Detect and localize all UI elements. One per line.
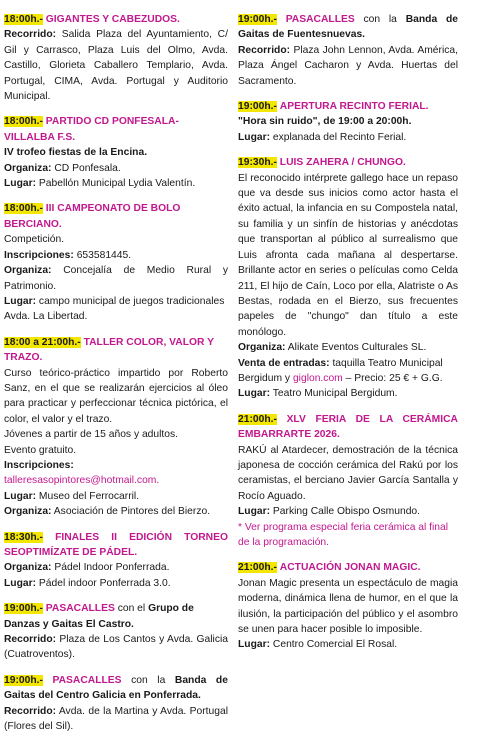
- lugar-text: Centro Comercial El Rosal.: [272, 639, 398, 651]
- lugar-text: Pádel indoor Ponferrada 3.0.: [38, 577, 171, 589]
- event-title-strong: Banda de Gaitas del Centro Galicia en Ponferrada.: [4, 674, 228, 702]
- event-body: El reconocido intérprete gallego hace un repaso que va desde sus inicios como actor hasta el éxito actual, la infancia en su Compostela natal, su familia y un sinfín de historias y anécdotas que transportan al público al surrealismo que Luis afronta cada mañana al despertarse. Brillante actor en series o películas como Celda 211, El hijo de Caín, Loco por ella, Alatriste o As Bestas, rodada en el Bierzo, sus frecuentes papeles de "chungo" dan título a este monólogo.: [238, 172, 458, 338]
- event-time: 18:00h.-: [4, 116, 43, 128]
- event-title-strong: Banda de Gaitas de Fuentesnuevas.: [238, 14, 458, 41]
- lugar-text: campo municipal de juegos tradicionales Avda. La Libertad.: [4, 295, 225, 323]
- recorrido-label: Recorrido:: [4, 705, 57, 717]
- event-title: III CAMPEONATO DE BOLO BERCIANO.: [4, 203, 181, 230]
- event-time: 18:00 a 21:00h.-: [4, 336, 81, 348]
- lugar-label: Lugar:: [4, 490, 37, 502]
- event-time: 19:00h.-: [4, 603, 43, 615]
- venta-price: – Precio: 25 € + G.G.: [345, 372, 443, 384]
- event-time: 21:00h.-: [238, 562, 277, 574]
- recorrido-label: Recorrido:: [238, 44, 291, 56]
- inscripciones-label: Inscripciones:: [4, 249, 74, 261]
- event-apertura-recinto: [238, 99, 458, 145]
- event-title: ACTUACIÓN JONAN MAGIC.: [279, 562, 421, 574]
- event-subtitle: IV trofeo fiestas de la Encina.: [4, 147, 148, 159]
- event-title: APERTURA RECINTO FERIAL.: [279, 101, 429, 113]
- recorrido-text: Avda. de la Martina y Avda. Portugal (Flores del Sil).: [4, 705, 228, 733]
- event-title: GIGANTES Y CABEZUDOS.: [45, 14, 180, 25]
- event-title: PASACALLES: [45, 603, 115, 615]
- event-title: XLV FERIA DE LA CERÁMICA EMBARRARTE 2026.: [238, 413, 458, 441]
- venta-text: taquilla Teatro Municipal Bergidum y: [238, 357, 443, 384]
- event-title-strong: Grupo de Danzas y Gaitas El Castro.: [4, 603, 194, 630]
- event-time: 19:00h.-: [4, 674, 43, 686]
- event-body: Curso teórico-práctico impartido por Roberto Sanz, en el que se realizarán ejercicios al óleo para practicar y perfeccionar técnica pictórica, el color, el valor y el trazo.: [4, 367, 228, 425]
- lugar-text: Pabellón Municipal Lydia Valentín.: [38, 178, 196, 190]
- left-column: [4, 0, 228, 744]
- lugar-label: Lugar:: [4, 577, 37, 589]
- event-padel: [4, 530, 228, 592]
- lugar-label: Lugar:: [238, 506, 271, 518]
- organiza-text: Concejalía de Medio Rural y Patrimonio.: [4, 265, 228, 292]
- recorrido-text: Plaza de Los Cantos y Avda. Galicia (Cuatroventos).: [4, 634, 228, 661]
- recorrido-text: Plaza John Lennon, Avda. América, Plaza Ángel Cacharon y Avda. Huertas del Sacramento.: [238, 44, 458, 87]
- event-quote: "Hora sin ruido", de 19:00 a 20:00h.: [238, 116, 412, 128]
- event-body: Competición.: [4, 234, 65, 246]
- organiza-label: Organiza:: [4, 562, 52, 574]
- event-pasacalles-castro: [4, 601, 228, 663]
- event-gigantes: [4, 12, 228, 104]
- event-partido: [4, 114, 228, 191]
- organiza-label: Organiza:: [4, 506, 52, 518]
- lugar-text: explanada del Recinto Ferial.: [272, 131, 407, 143]
- event-taller: [4, 335, 228, 520]
- organiza-label: Organiza:: [4, 162, 52, 174]
- event-title-rest: con la: [363, 14, 397, 25]
- lugar-label: Lugar:: [4, 178, 37, 190]
- event-body-3: Evento gratuito.: [4, 444, 77, 456]
- event-title-rest: con la: [131, 674, 166, 686]
- right-column: [238, 0, 458, 663]
- venta-label: Venta de entradas:: [238, 357, 330, 369]
- event-title: TALLER COLOR, VALOR Y TRAZO.: [4, 336, 214, 364]
- lugar-label: Lugar:: [238, 131, 271, 143]
- event-luis-zahera: [238, 155, 458, 402]
- event-time: 19:00h.-: [238, 101, 277, 113]
- event-time: 19:00h.-: [238, 14, 277, 25]
- event-title: PASACALLES: [52, 674, 122, 686]
- event-body-2: Jóvenes a partir de 15 años y adultos.: [4, 429, 179, 441]
- organiza-text: Alikate Eventos Culturales SL.: [287, 342, 427, 354]
- event-time: 18:00h.-: [4, 14, 43, 25]
- event-time: 18:00h.-: [4, 203, 43, 215]
- event-pasacalles-fuentesnuevas: [238, 12, 458, 89]
- event-body: Jonan Magic presenta un espectáculo de magia moderna, dinámica llena de humor, en el que la ilusión, la participación del público y el asombro se unen para hacer posible lo imposible.: [238, 577, 458, 636]
- lugar-label: Lugar:: [238, 639, 271, 651]
- event-body: RAKÚ al Atardecer, demostración de la técnica japonesa de cocción cerámica del Rakú por los ceramistas, el berciano Javier García Santalla y Rocío Aguado.: [238, 444, 458, 502]
- event-time: 21:00h.-: [238, 413, 277, 425]
- giglon-link[interactable]: giglon.com: [292, 372, 343, 384]
- event-note: * Ver programa especial feria cerámica al final de la programación.: [238, 521, 449, 548]
- inscripciones-email-link[interactable]: talleresasopintores@hotmail.com.: [4, 475, 160, 487]
- inscripciones-label: Inscripciones:: [4, 459, 74, 471]
- recorrido-label: Recorrido:: [4, 634, 57, 646]
- organiza-label: Organiza:: [238, 342, 286, 354]
- recorrido-text: Salida Plaza del Ayuntamiento, C/ Gil y Carrasco, Plaza Luis del Olmo, Avda. Castillo, Glorieta Caballero Templario, Avda. Portugal, CIMA, Avda. Portugal y Auditorio Municipal.: [4, 29, 228, 103]
- event-title: PASACALLES: [285, 14, 355, 25]
- event-time: 18:30h.-: [4, 531, 43, 543]
- lugar-text: Museo del Ferrocarril.: [38, 490, 140, 502]
- lugar-label: Lugar:: [238, 388, 271, 400]
- organiza-text: Pádel Indoor Ponferrada.: [54, 562, 170, 574]
- event-title: FINALES II EDICIÓN TORNEO SEOPTIMÍZATE DE PÁDEL.: [4, 531, 228, 558]
- event-title: LUIS ZAHERA / CHUNGO.: [279, 157, 406, 169]
- organiza-text: Asociación de Pintores del Bierzo.: [53, 506, 211, 518]
- organiza-label: Organiza:: [4, 265, 52, 277]
- inscripciones-text: 653581445.: [76, 249, 132, 261]
- event-title: PARTIDO CD PONFESALA-VILLALBA F.S.: [4, 116, 179, 143]
- lugar-text: Parking Calle Obispo Osmundo.: [272, 506, 421, 518]
- event-bolo: [4, 201, 228, 324]
- event-time: 19:30h.-: [238, 157, 277, 169]
- event-pasacalles-centro-galicia: [4, 673, 228, 735]
- event-title-rest: con el: [117, 603, 146, 615]
- lugar-text: Teatro Municipal Bergidum.: [272, 388, 398, 400]
- lugar-label: Lugar:: [4, 295, 37, 307]
- organiza-text: CD Ponfesala.: [54, 162, 121, 174]
- recorrido-label: Recorrido:: [4, 29, 57, 41]
- event-jonan-magic: [238, 560, 458, 652]
- event-feria-ceramica: [238, 412, 458, 551]
